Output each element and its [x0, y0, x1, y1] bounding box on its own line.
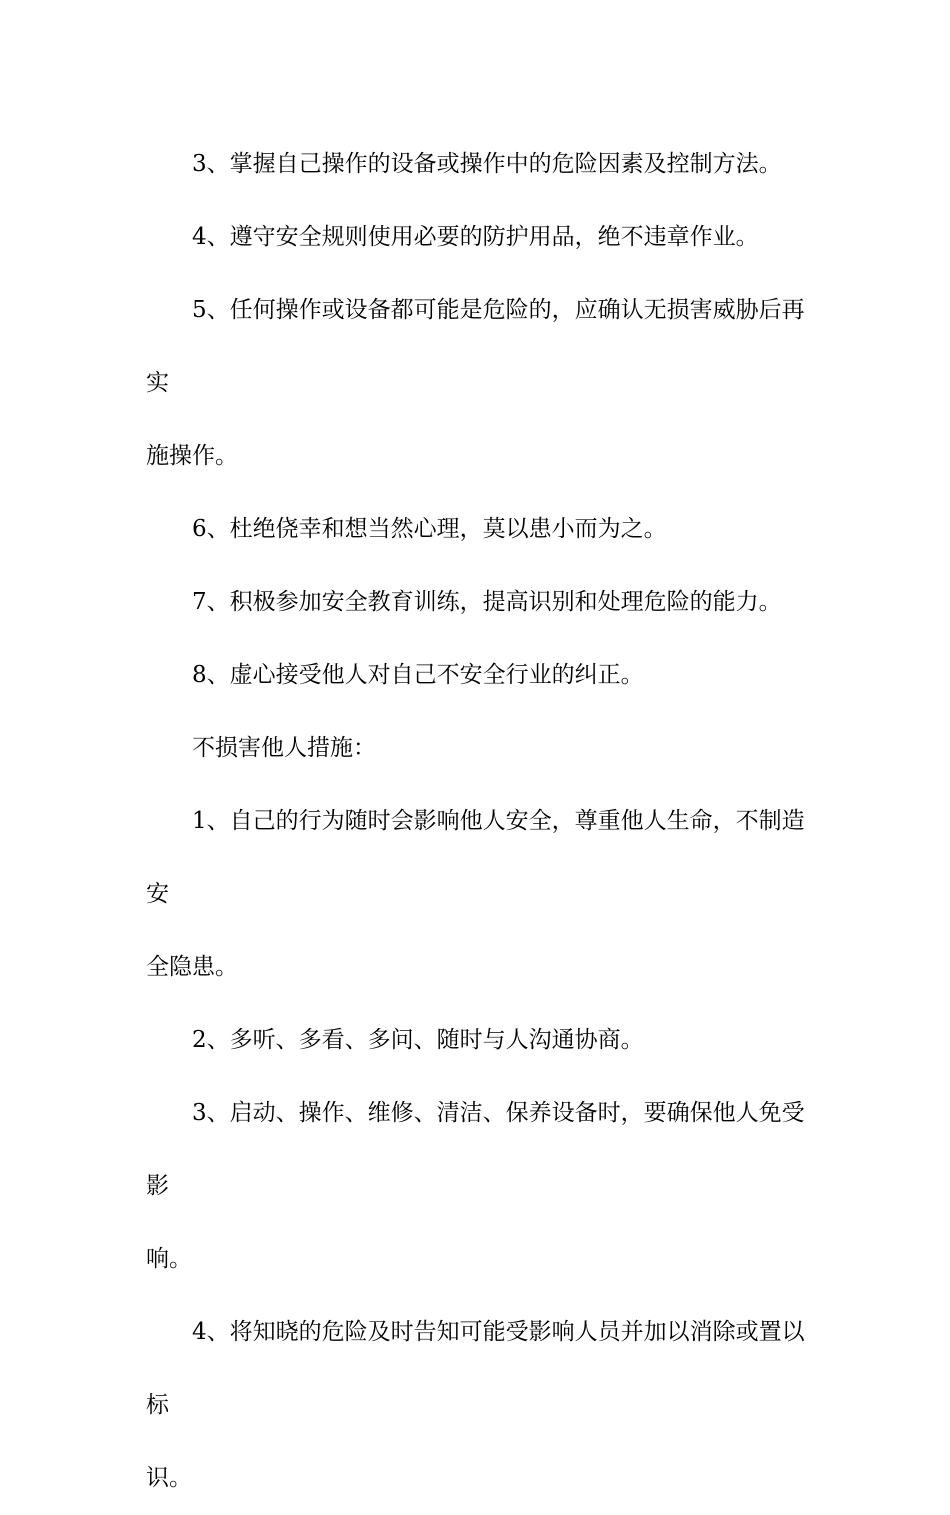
paragraph-item-3-equipment — [146, 1077, 806, 1296]
paragraph-line: 3、启动、操作、维修、清洁、保养设备时，要确保他人免受影 — [146, 1100, 805, 1199]
document-body — [146, 128, 806, 1515]
section-heading-others — [146, 712, 806, 785]
paragraph-line: 1、自己的行为随时会影响他人安全，尊重他人生命，不制造安 — [146, 808, 805, 907]
paragraph-line: 5、任何操作或设备都可能是危险的，应确认无损害威胁后再实 — [146, 297, 805, 396]
paragraph-line: 7、积极参加安全教育训练，提高识别和处理危险的能力。 — [192, 589, 782, 615]
paragraph-item-7-training — [146, 566, 806, 639]
paragraph-item-4-notify — [146, 1296, 806, 1515]
paragraph-line: 2、多听、多看、多问、随时与人沟通协商。 — [192, 1027, 644, 1053]
paragraph-item-1-respect — [146, 785, 806, 1004]
paragraph-line: 4、将知晓的危险及时告知可能受影响人员并加以消除或置以标 — [146, 1319, 805, 1418]
paragraph-item-8-correction — [146, 639, 806, 712]
paragraph-item-5-confirm — [146, 274, 806, 493]
paragraph-item-4-rules — [146, 201, 806, 274]
paragraph-line: 4、遵守安全规则使用必要的防护用品，绝不违章作业。 — [192, 224, 759, 250]
section-heading-text: 不损害他人措施： — [192, 735, 376, 761]
paragraph-line-continued: 响。 — [146, 1246, 192, 1272]
paragraph-line: 6、杜绝侥幸和想当然心理，莫以患小而为之。 — [192, 516, 667, 542]
paragraph-item-6-mindset — [146, 493, 806, 566]
paragraph-line: 3、掌握自己操作的设备或操作中的危险因素及控制方法。 — [192, 151, 782, 177]
paragraph-line-continued: 施操作。 — [146, 443, 238, 469]
paragraph-line-continued: 全隐患。 — [146, 954, 238, 980]
paragraph-item-3-control — [146, 128, 806, 201]
paragraph-line-continued: 识。 — [146, 1465, 192, 1491]
paragraph-item-2-communicate — [146, 1004, 806, 1077]
paragraph-line: 8、虚心接受他人对自己不安全行业的纠正。 — [192, 662, 644, 688]
